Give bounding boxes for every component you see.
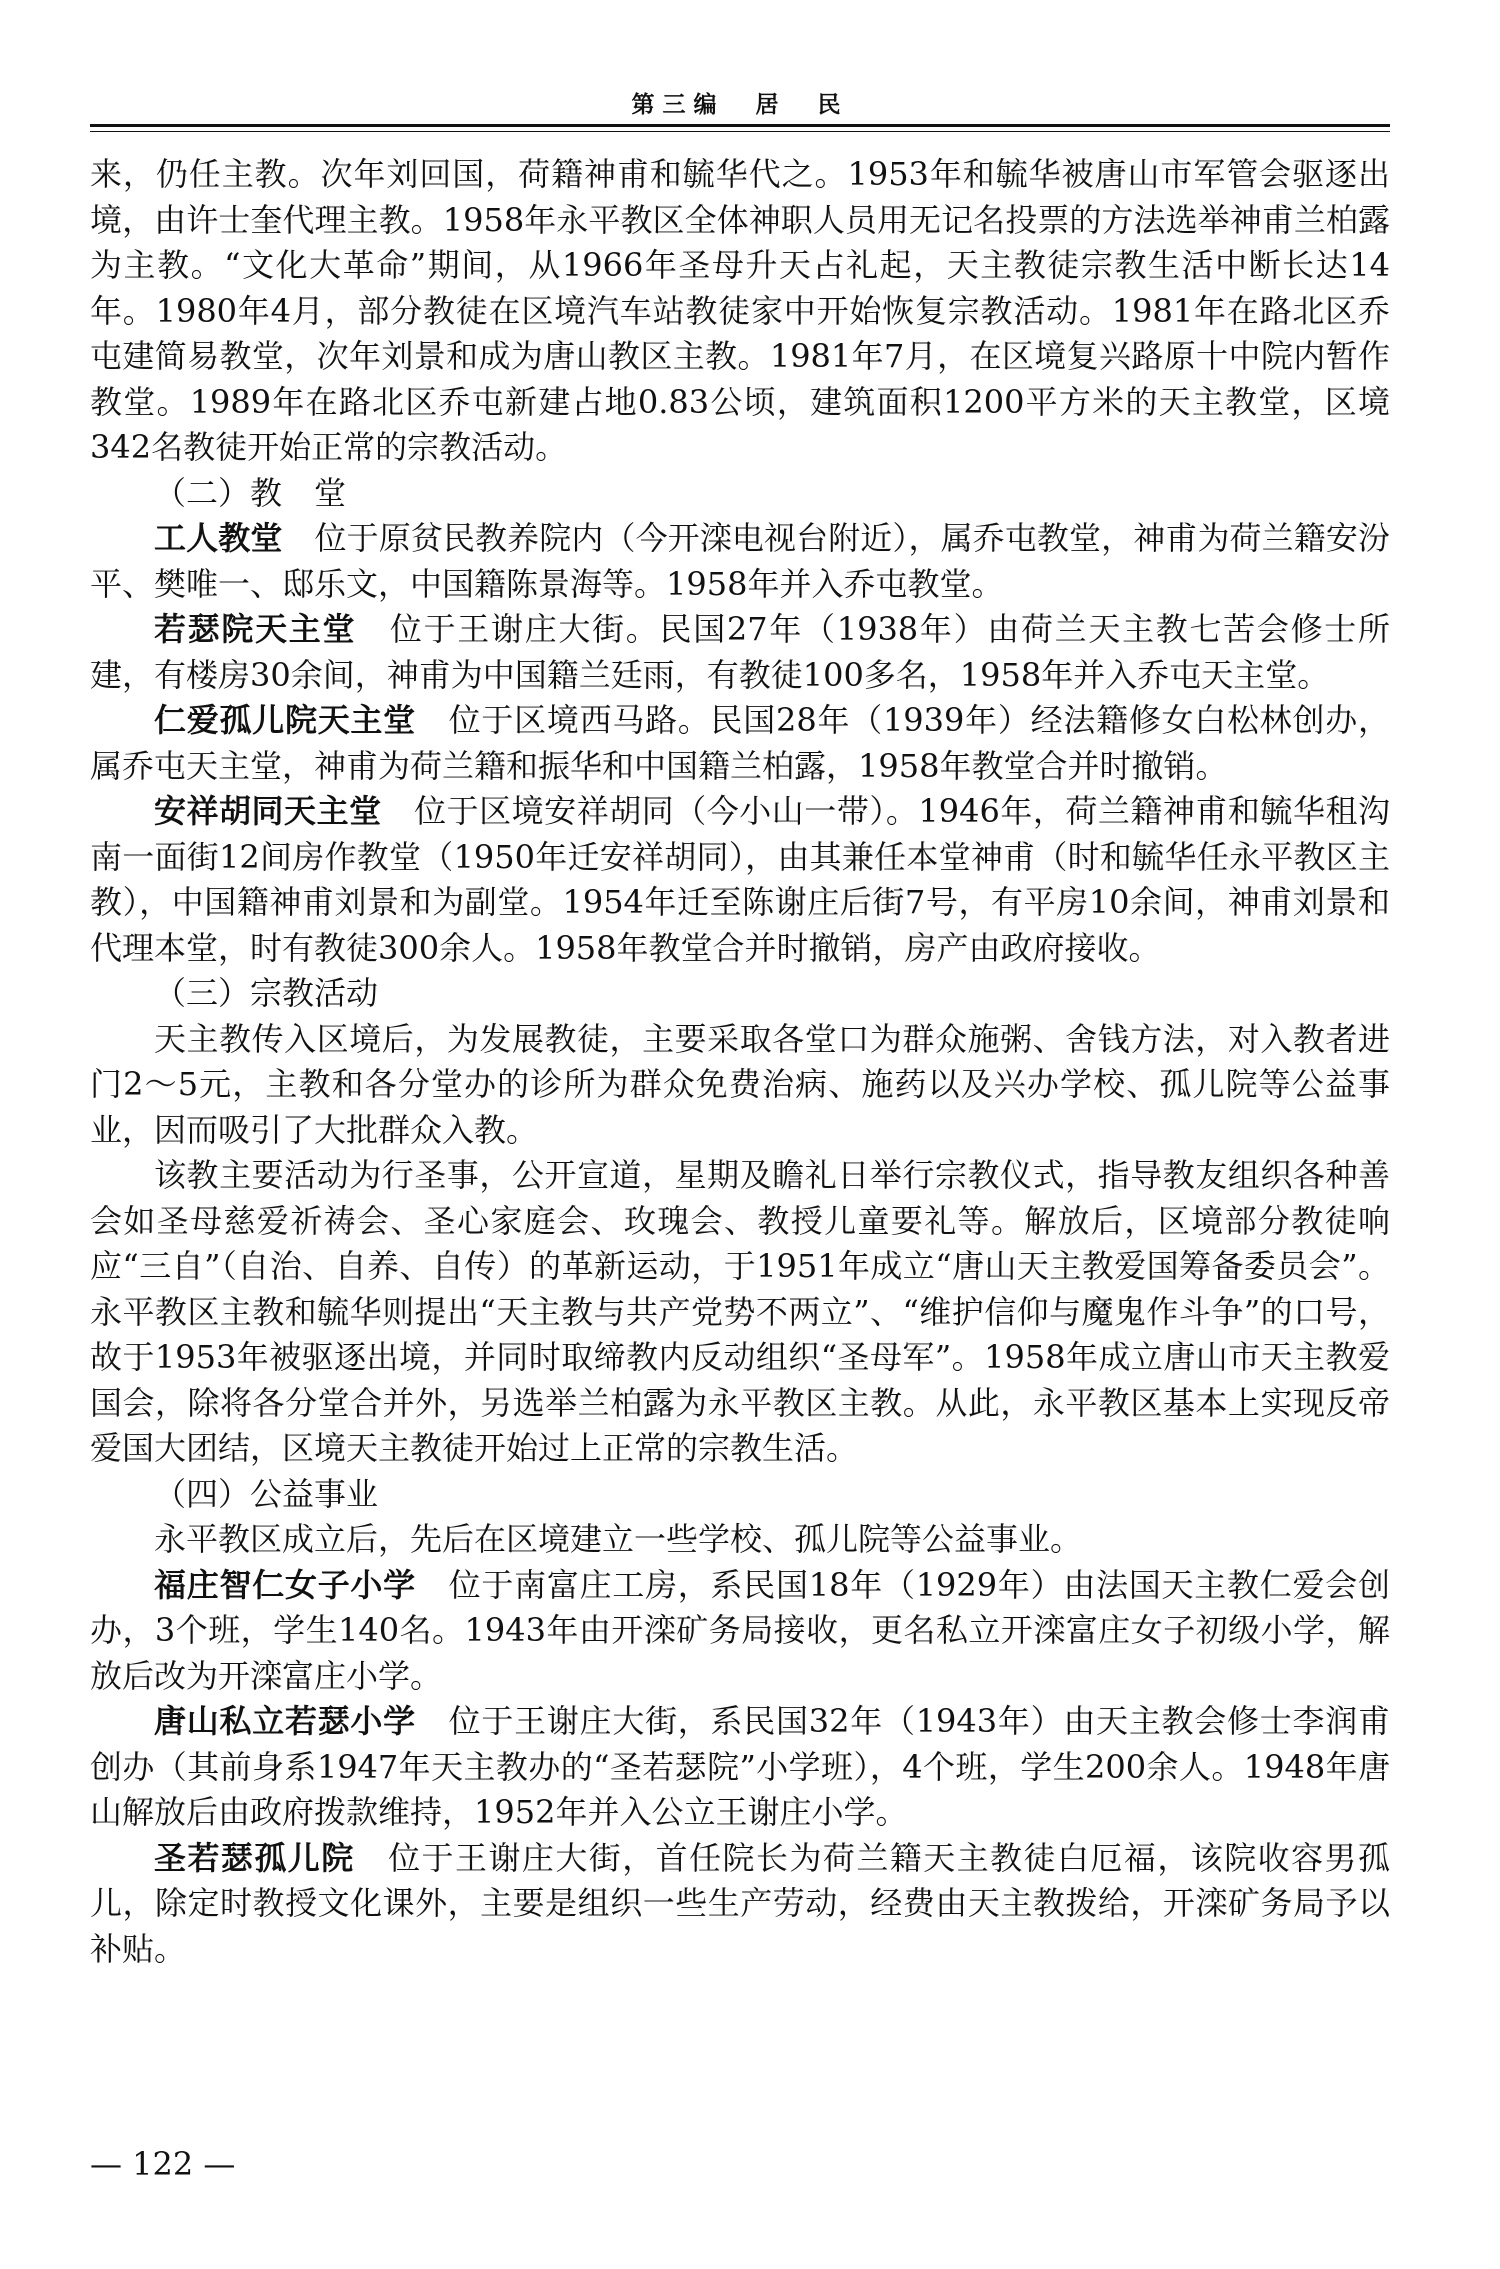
entry-paragraph — [90, 1699, 1390, 1836]
entry-text: 位于南富庄工房，系民国18年（1929年）由法国天主教仁爱会创办，3个班，学生140名。1943年由开滦矿务局接收，更名私立开滦富庄女子初级小学，解放后改为开滦富庄小学。 — [90, 1565, 1390, 1695]
entry-term: 福庄智仁女子小学 — [154, 1565, 416, 1604]
entry-term: 圣若瑟孤儿院 — [154, 1838, 355, 1877]
entry-paragraph — [90, 698, 1390, 789]
entry-term: 唐山私立若瑟小学 — [154, 1702, 416, 1740]
entry-term: 若瑟院天主堂 — [154, 610, 357, 648]
entry-paragraph — [90, 789, 1390, 971]
entry-text: 位于原贫民教养院内（今开滦电视台附近），属乔屯教堂，神甫为荷兰籍安汾平、樊唯一、邸乐文，中国籍陈景海等。1958年并入乔屯教堂。 — [90, 519, 1390, 603]
entry-term: 安祥胡同天主堂 — [154, 792, 382, 830]
paragraph: 该教主要活动为行圣事，公开宣道，星期及瞻礼日举行宗教仪式，指导教友组织各种善会如圣母慈爱祈祷会、圣心家庭会、玫瑰会、教授儿童要礼等。解放后，区境部分教徒响应“三自”（自治、自养、自传）的革新运动，于1951年成立“唐山天主教爱国筹备委员会”。永平教区主教和毓华则提出“天主教与共产党势不两立”、“维护信仰与魔鬼作斗争”的口号，故于1953年被驱逐出境，并同时取缔教内反动组织“圣母军”。1958年成立唐山市天主教爱国会，除将各分堂合并外，另选举兰柏露为永平教区主教。从此，永平教区基本上实现反帝爱国大团结，区境天主教徒开始过上正常的宗教生活。 — [90, 1156, 1390, 1467]
running-header: 第三编 居 民 — [631, 92, 849, 118]
entry-paragraph — [90, 1563, 1390, 1700]
section-heading: （四）公益事业 — [154, 1474, 379, 1513]
entry-paragraph — [90, 607, 1390, 698]
section-heading: （二）教 堂 — [154, 473, 347, 512]
page-number: — 122 — — [90, 2145, 236, 2183]
entry-text: 位于王谢庄大街，首任院长为荷兰籍天主教徒白厄福，该院收容男孤儿，除定时教授文化课外，主要是组织一些生产劳动，经费由天主教拨给，开滦矿务局予以补贴。 — [90, 1838, 1390, 1968]
entry-text: 位于区境安祥胡同（今小山一带）。1946年，荷兰籍神甫和毓华租沟南一面街12间房作教堂（1950年迁安祥胡同），由其兼任本堂神甫（时和毓华任永平教区主教），中国籍神甫刘景和为副堂。1954年迁至陈谢庄后街7号，有平房10余间，神甫刘景和代理本堂，时有教徒300余人。1958年教堂合并时撤销，房产由政府接收。 — [90, 792, 1390, 967]
entry-term: 工人教堂 — [154, 519, 283, 557]
entry-text: 位于区境西马路。民国28年（1939年）经法籍修女白松林创办，属乔屯天主堂，神甫为荷兰籍和振华和中国籍兰柏露，1958年教堂合并时撤销。 — [90, 701, 1390, 785]
paragraph: 来，仍任主教。次年刘回国，荷籍神甫和毓华代之。1953年和毓华被唐山市军管会驱逐出境，由许士奎代理主教。1958年永平教区全体神职人员用无记名投票的方法选举神甫兰柏露为主教。“文化大革命”期间，从1966年圣母升天占礼起，天主教徒宗教生活中断长达14年。1980年4月，部分教徒在区境汽车站教徒家中开始恢复宗教活动。1981年在路北区乔屯建简易教堂，次年刘景和成为唐山教区主教。1981年7月，在区境复兴路原十中院内暂作教堂。1989年在路北区乔屯新建占地0.83公顷，建筑面积1200平方米的天主教堂，区境342名教徒开始正常的宗教活动。 — [90, 155, 1390, 466]
entry-term: 仁爱孤儿院天主堂 — [154, 701, 416, 739]
entry-paragraph — [90, 516, 1390, 607]
header-rule-thin — [90, 131, 1390, 132]
header-rule-thick — [90, 124, 1390, 127]
entry-paragraph — [90, 1836, 1390, 1973]
entry-text: 位于王谢庄大街，系民国32年（1943年）由天主教会修士李润甫创办（其前身系1947年天主教办的“圣若瑟院”小学班），4个班，学生200余人。1948年唐山解放后由政府拨款维持，1952年并入公立王谢庄小学。 — [90, 1702, 1390, 1831]
paragraph: 永平教区成立后，先后在区境建立一些学校、孤儿院等公益事业。 — [154, 1520, 1083, 1558]
entry-text: 位于王谢庄大街。民国27年（1938年）由荷兰天主教七苦会修士所建，有楼房30余间，神甫为中国籍兰廷雨，有教徒100多名，1958年并入乔屯天主堂。 — [90, 610, 1390, 694]
paragraph: 天主教传入区境后，为发展教徒，主要采取各堂口为群众施粥、舍钱方法，对入教者进门2～5元，主教和各分堂办的诊所为群众免费治病、施药以及兴办学校、孤儿院等公益事业，因而吸引了大批群众入教。 — [90, 1019, 1390, 1149]
body-text — [90, 152, 1390, 1972]
section-heading: （三）宗教活动 — [154, 974, 379, 1012]
